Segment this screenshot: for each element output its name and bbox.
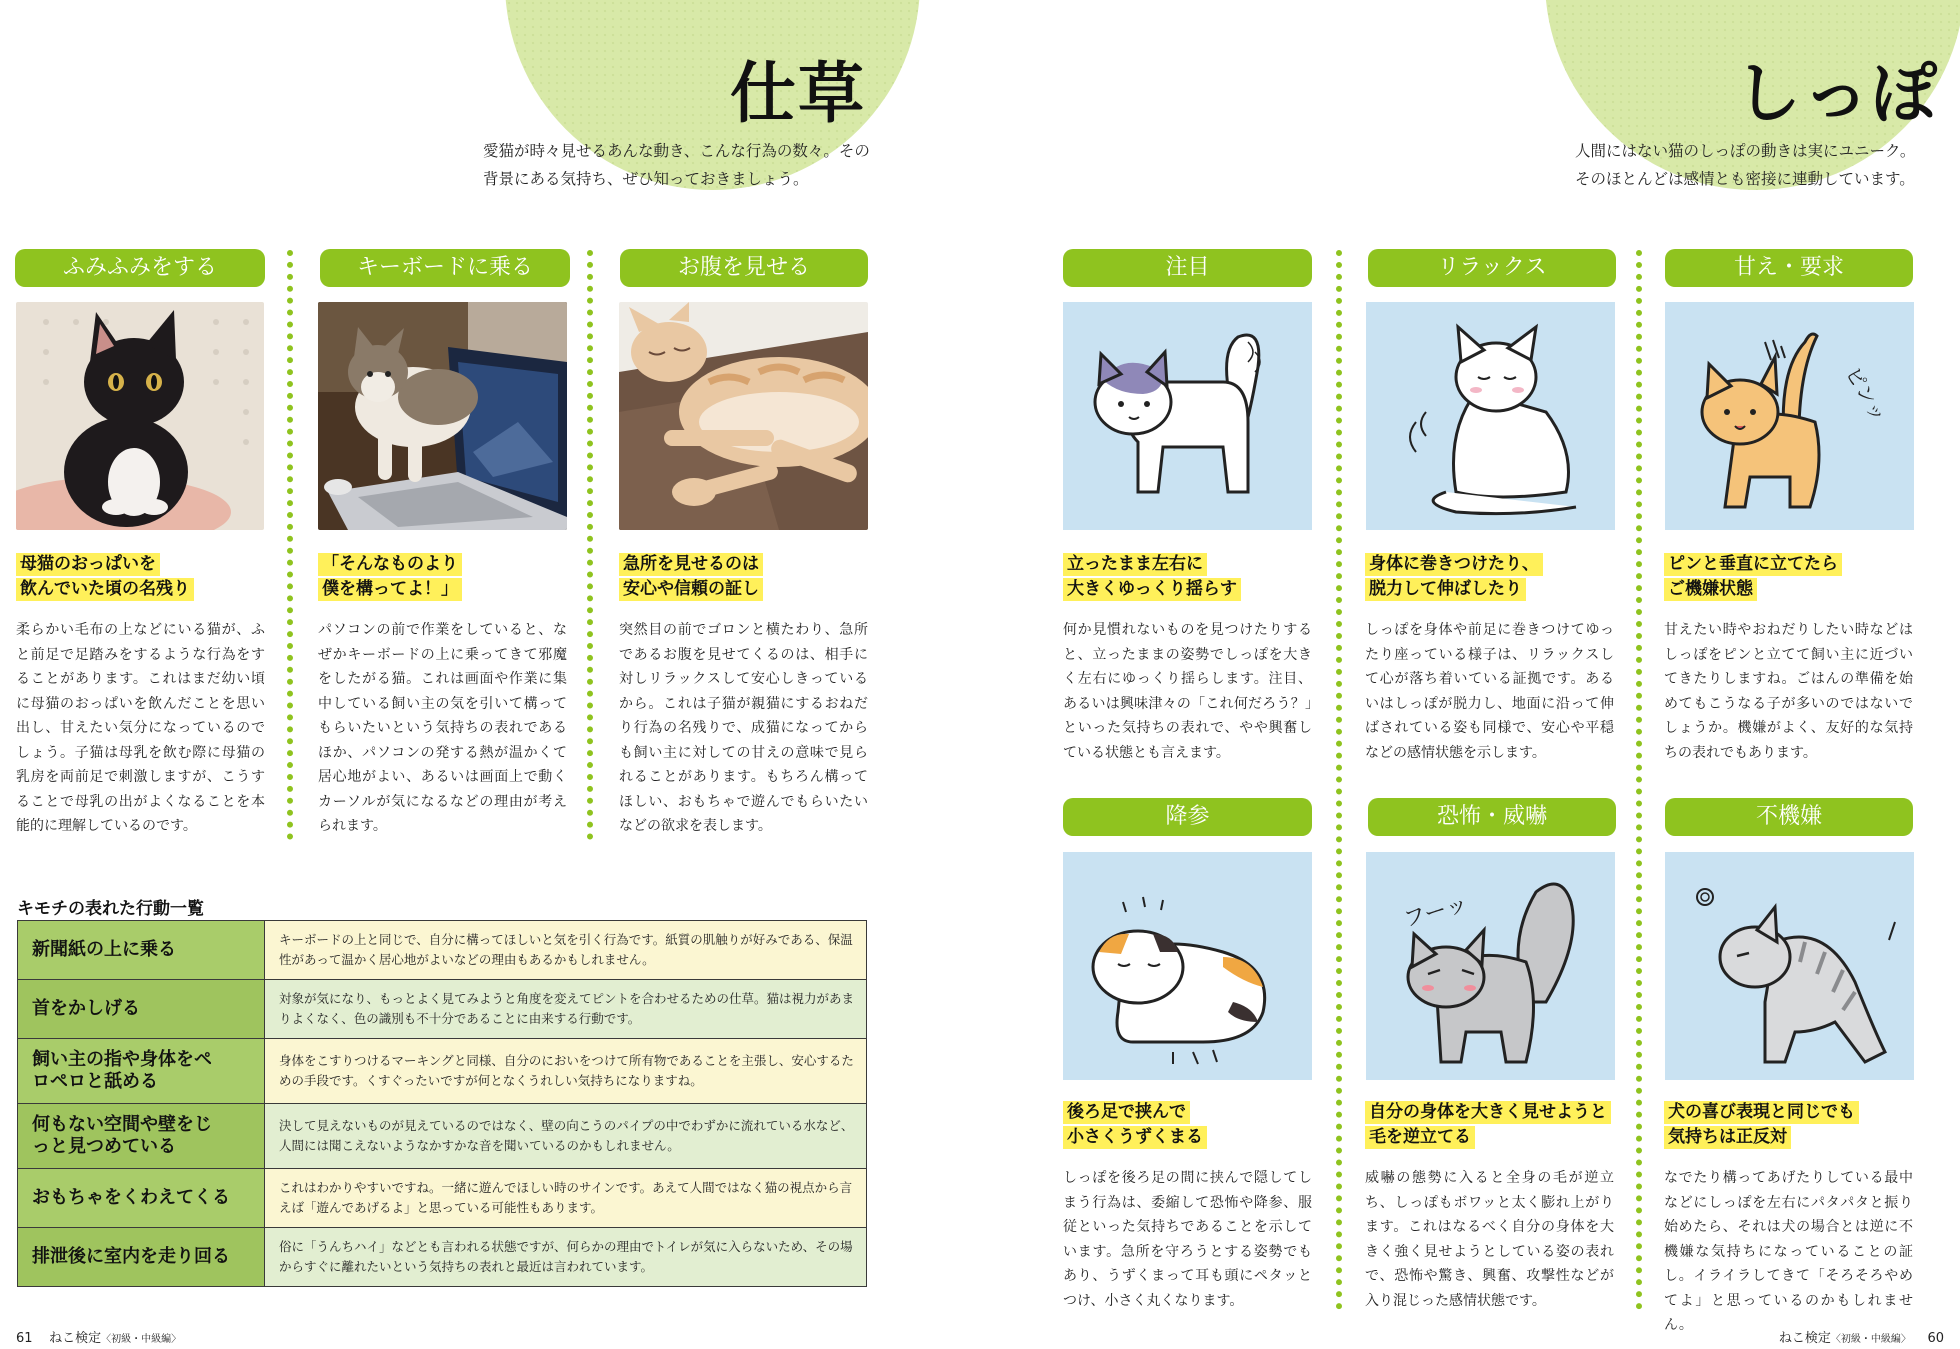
column-divider [287, 250, 293, 840]
book-title: ねこ検定 [1778, 1331, 1831, 1346]
behavior-cell: おもちゃをくわえてくる [18, 1169, 265, 1228]
headline-line: ピンと垂直に立てたら [1664, 553, 1842, 576]
headline-line: 毛を逆立てる [1365, 1126, 1475, 1149]
body-surrender: しっぽを後ろ足の間に挟んで隠してしまう行為は、委縮して恐怖や降参、服従といった気持ちであることを示しています。急所を守ろうとする姿勢でもあり、うずくまって耳も頭にペタッとつけ、小さく丸くなります。 [1063, 1170, 1312, 1309]
table-row [18, 1104, 867, 1169]
lead-line: 背景にある気持ち、ぜひ知っておきましょう。 [483, 170, 809, 188]
description-cell: 対象が気になり、もっとよく見てみようと角度を変えてピントを合わせるための仕草。猫は視力があまりよくなく、色の識別も不十分であることに由来する行動です。 [265, 980, 867, 1039]
table-row [18, 1228, 867, 1287]
section-label-relax: リラックス [1368, 249, 1616, 287]
body-displeasure: なでたり構ってあげたりしている最中などにしっぽを左右にパタパタと振り始めたら、それは犬の場合とは逆に不機嫌な気持ちになっていることの証し。イライラしてきて「そろそろやめてよ」と思っているのかもしれません。 [1664, 1170, 1913, 1333]
section-label-fear: 恐怖・威嚇 [1368, 798, 1616, 836]
table-row [18, 1039, 867, 1104]
table-row [18, 921, 867, 980]
lead-line: そのほとんどは感情とも密接に連動しています。 [1575, 170, 1915, 188]
lead-line: 愛猫が時々見せるあんな動き、こんな行為の数々。その [483, 142, 870, 160]
section-label-fumifumi: ふみふみをする [15, 249, 265, 287]
footer-right [1779, 1327, 1944, 1346]
illustration-amae-cat [1665, 302, 1914, 530]
column-divider [587, 250, 593, 840]
headline-line: 小さくうずくまる [1063, 1126, 1207, 1149]
headline-line: 気持ちは正反対 [1664, 1126, 1791, 1149]
book-edition: 〈初級・中級編〉 [101, 1334, 182, 1345]
page-title-left: 仕草 [730, 55, 866, 132]
section-label-amae: 甘え・要求 [1665, 249, 1913, 287]
headline-fear [1365, 1101, 1611, 1151]
table-row [18, 980, 867, 1039]
sfx-fu: フーッ [1401, 891, 1471, 933]
illustration-displeasure-cat [1665, 852, 1914, 1080]
headline-line: 脱力して伸ばしたり [1365, 578, 1526, 601]
table-title: キモチの表れた行動一覧 [17, 899, 204, 919]
headline-line: 僕を構ってよ！」 [318, 578, 462, 601]
behavior-cell [18, 1039, 265, 1104]
headline-keyboard [318, 553, 462, 603]
headline-belly [619, 553, 763, 603]
lead-text-right [1575, 137, 1915, 193]
headline-attention [1063, 553, 1241, 603]
headline-surrender [1063, 1101, 1207, 1151]
book-title: ねこ検定 [49, 1331, 102, 1346]
headline-line: 飲んでいた頃の名残り [16, 578, 194, 601]
headline-displeasure [1664, 1101, 1859, 1151]
page-number: 60 [1927, 1331, 1944, 1346]
headline-amae [1664, 553, 1842, 603]
body-relax: しっぽを身体や前足に巻きつけてゆったり座っている様子は、リラックスして心が落ち着いている証拠です。あるいはしっぽが脱力し、地面に沿って伸ばされている姿も同様で、安心や平穏などの感情状態を示します。 [1365, 622, 1614, 761]
illustration-surrender-cat [1063, 852, 1312, 1080]
headline-line: 大きくゆっくり揺らす [1063, 578, 1241, 601]
section-label-surrender: 降参 [1063, 798, 1312, 836]
body-keyboard: パソコンの前で作業をしていると、なぜかキーボードの上に乗ってきて邪魔をしたがる猫。これは画面や作業に集中している飼い主の気を引いて構ってもらいたいという気持ちの表れであるほか、パソコンの発する熱が温かくて居心地がよい、あるいは画面上で動くカーソルが気になるなどの理由が考えられます。 [318, 622, 567, 834]
page-title-right: しっぽ [1735, 55, 1939, 132]
photo-cat-belly-up [619, 302, 868, 530]
body-fumifumi: 柔らかい毛布の上などにいる猫が、ふと前足で足踏みをするような行為をすることがあります。これはまだ幼い頃に母猫のおっぱいを飲んだことを思い出し、甘えたい気分になっているのでしょう。子猫は母乳を飲む際に母猫の乳房を両前足で刺激しますが、こうすることで母乳の出がよくなることを本能的に理解しているのです。 [16, 622, 265, 834]
headline-line: 身体に巻きつけたり、 [1365, 553, 1543, 576]
photo-kitten-kneading [16, 302, 264, 530]
body-belly: 突然目の前でゴロンと横たわり、急所であるお腹を見せてくるのは、相手に対しリラックスして安心しきっているから。これは子猫が親猫にするおねだり行為の名残りで、成猫になってからも飼い主に対しての甘えの意味で見られることがあります。もちろん構ってほしい、おもちゃで遊んでもらいたいなどの欲求を表します。 [619, 622, 868, 834]
section-label-belly: お腹を見せる [620, 249, 868, 287]
description-cell: これはわかりやすいですね。一緒に遊んでほしい時のサインです。あえて人間ではなく猫の視点から言えば「遊んであげるよ」と思っている可能性もあります。 [265, 1169, 867, 1228]
headline-line: 犬の喜び表現と同じでも [1664, 1101, 1859, 1124]
behavior-cell: 首をかしげる [18, 980, 265, 1039]
description-cell: 俗に「うんちハイ」などとも言われる状態ですが、何らかの理由でトイレが気に入らないため、その場からすぐに離れたいという気持ちの表れと最近は言われています。 [265, 1228, 867, 1287]
book-edition: 〈初級・中級編〉 [1830, 1334, 1911, 1345]
behavior-cell [18, 1104, 265, 1169]
behavior-text: 何もない空間や壁をじっと見つめている [32, 1114, 212, 1157]
headline-relax [1365, 553, 1543, 603]
page-number: 61 [16, 1331, 33, 1346]
description-cell: キーボードの上と同じで、自分に構ってほしいと気を引く行為です。紙質の肌触りが好みである、保温性があって温かく居心地がよいなどの理由もあるかもしれません。 [265, 921, 867, 980]
headline-line: 急所を見せるのは [619, 553, 763, 576]
footer-left [16, 1327, 181, 1346]
headline-line: ご機嫌状態 [1664, 578, 1757, 601]
column-divider [1336, 250, 1342, 1310]
headline-line: 立ったまま左右に [1063, 553, 1207, 576]
section-label-keyboard: キーボードに乗る [320, 249, 570, 287]
section-label-attention: 注目 [1063, 249, 1312, 287]
headline-fumifumi [16, 553, 194, 603]
photo-cat-on-keyboard [318, 302, 567, 530]
body-fear: 威嚇の態勢に入ると全身の毛が逆立ち、しっぽもボワッと太く膨れ上がります。これはなるべく自分の身体を大きく強く見せようとしている姿の表れで、恐怖や驚き、興奮、攻撃性などが入り混じった感情状態です。 [1365, 1170, 1614, 1309]
sfx-pin: ピンッ [1840, 362, 1892, 427]
behavior-cell: 新聞紙の上に乗る [18, 921, 265, 980]
headline-line: 自分の身体を大きく見せようと [1365, 1101, 1611, 1124]
description-cell: 身体をこすりつけるマーキングと同様、自分のにおいをつけて所有物であることを主張し、安心するための手段です。くすぐったいですが何となくうれしい気持ちになりますね。 [265, 1039, 867, 1104]
lead-text-left [483, 137, 870, 193]
body-amae: 甘えたい時やおねだりしたい時などはしっぽをピンと立てて飼い主に近づいてきたりしますね。ごはんの準備を始めてもこうなる子が多いのではないでしょうか。機嫌がよく、友好的な気持ちの表れでもあります。 [1664, 622, 1913, 761]
illustration-relax-cat [1366, 302, 1615, 530]
headline-line: 後ろ足で挟んで [1063, 1101, 1190, 1124]
behavior-text: 飼い主の指や身体をペロペロと舐める [32, 1049, 212, 1092]
lead-line: 人間にはない猫のしっぽの動きは実にユニーク。 [1575, 142, 1916, 160]
section-label-displeasure: 不機嫌 [1665, 798, 1913, 836]
body-attention: 何か見慣れないものを見つけたりすると、立ったままの姿勢でしっぽを大きく左右にゆっくり揺らします。注目、あるいは興味津々の「これ何だろう？」といった気持ちの表れで、やや興奮している状態とも言えます。 [1063, 622, 1312, 761]
headline-line: 安心や信頼の証し [619, 578, 763, 601]
headline-line: 母猫のおっぱいを [16, 553, 160, 576]
description-cell: 決して見えないものが見えているのではなく、壁の向こうのパイプの中でわずかに流れている水など、人間には聞こえないようなかすかな音を聞いているのかもしれません。 [265, 1104, 867, 1169]
headline-line: 「そんなものより [318, 553, 462, 576]
illustration-attention-cat [1063, 302, 1312, 530]
table-row [18, 1169, 867, 1228]
behavior-table [17, 920, 867, 1287]
behavior-cell: 排泄後に室内を走り回る [18, 1228, 265, 1287]
illustration-fear-cat [1366, 852, 1615, 1080]
column-divider [1636, 250, 1642, 1310]
